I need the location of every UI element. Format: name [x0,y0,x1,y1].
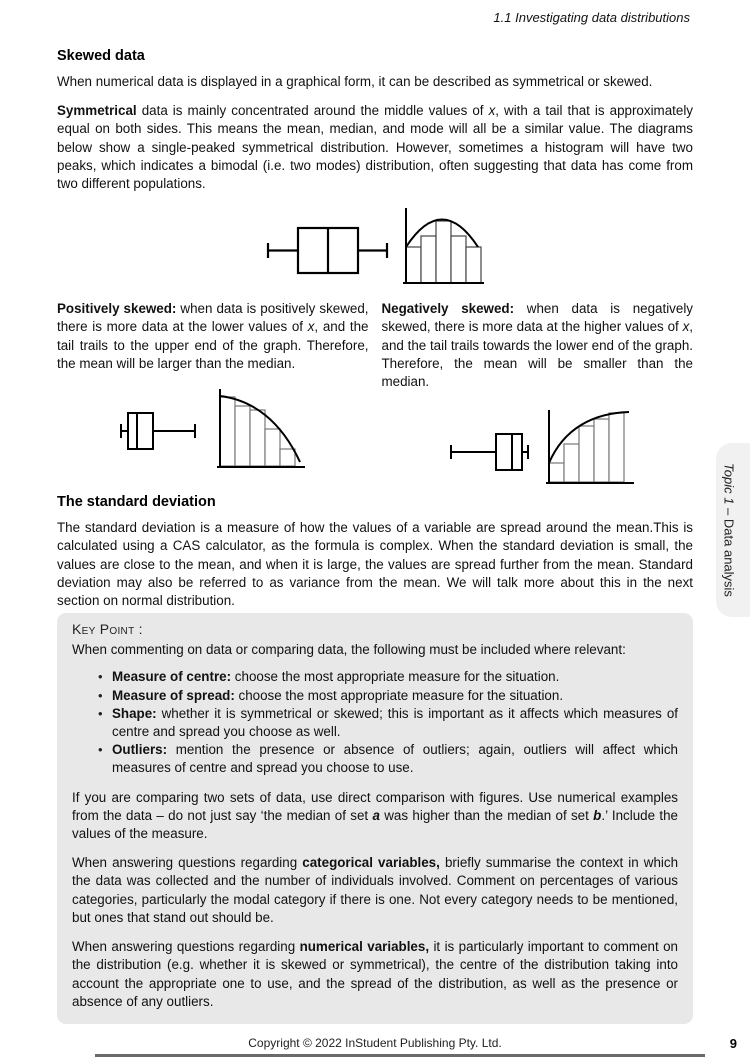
bullet-text: choose the most appropriate measure for the situation. [234,687,564,703]
symmetric-boxplot-figure [265,221,390,279]
set-b-label: b [593,807,602,823]
key-point-bullet-list [98,668,678,777]
topic-side-tab [716,443,750,617]
topic-side-tab-label [722,463,737,597]
key-point-categorical-paragraph [72,854,678,927]
skew-description-columns [57,300,693,391]
variable-x: x [682,319,690,335]
symmetric-figures-row [57,204,693,286]
paragraph-symmetrical [57,102,693,193]
compare-text-3: .’ Include the values of the measure. [72,807,678,842]
heading-skewed-data: Skewed data [57,48,145,64]
compare-text-2: was higher than the median of set [379,807,594,823]
positively-skewed-lead: Positively skewed: [57,301,177,317]
variable-x: x [307,319,315,335]
skewed-figures-row [57,387,693,484]
bullet-text: whether it is symmetrical or skewed; this is important as it affects which measures of centre and spread you choose as well. [112,705,678,740]
positively-skewed-figures [119,387,307,471]
running-header: 1.1 Investigating data distributions [493,10,690,25]
page-bottom-rule [95,1054,705,1057]
topic-number: Topic 1 [721,463,737,505]
categorical-text-2: briefly summarise the context in which the data was collected and the number of individuals involved. Comment on percentages of various categories, particularly the modal category if there is one. Not every category needs to be mentioned, but ones that stand out should be. [72,855,679,925]
page-content [57,48,693,1024]
negative-text-2: , and the tail trails towards the lower end of the graph. Therefore, the mean will be smaller than the median. [381,319,693,390]
paragraph-positively-skewed [57,300,369,373]
key-point-box [57,613,693,1024]
bullet-lead: Outliers: [112,742,168,758]
key-point-intro: When commenting on data or comparing data, the following must be included where relevant: [72,642,626,658]
paragraph-standard-deviation: The standard deviation is a measure of how the values of a variable are spread around the mean.This is calculated using a CAS calculator, as the formula is complex. When the standard deviation is small, the values are close to the mean, and when it is large, the values are spread further from the mean. Standard deviation may also be referred to as variance from the mean. We will talk more about this in the next section on normal distribution. [57,520,693,609]
bullet-outliers [98,741,678,777]
bullet-measure-of-spread [98,687,678,705]
positively-skewed-column [57,300,369,391]
negatively-skewed-lead: Negatively skewed: [381,301,515,317]
numerical-text-2: it is particularly important to comment on the distribution (e.g. whether it is skewed or symmetrical), the centre of the distribution taking into account the appropriate one to use, and the spread of the distribution, as well as the presence or absence of any outliers. [72,939,678,1009]
bullet-text: mention the presence or absence of outliers; again, outliers will affect which measures of centre and spread you choose to use. [112,742,678,776]
bullet-shape [98,705,678,741]
paragraph-intro: When numerical data is displayed in a graphical form, it can be described as symmetrical or skewed. [57,74,653,89]
categorical-variables-lead: categorical variables, [302,855,440,871]
negatively-skewed-boxplot-figure [449,432,531,472]
positively-skewed-histogram-figure [215,387,307,471]
footer-copyright: Copyright © 2022 InStudent Publishing Pty. Ltd. [248,1036,502,1050]
numerical-variables-lead: numerical variables, [299,939,430,955]
negatively-skewed-column [382,300,694,391]
symmetrical-text-1: data is mainly concentrated around the middle values of [136,103,489,119]
topic-title: – Data analysis [721,504,737,597]
negative-text-1: when data is negatively skewed, there is more data at the higher values of [381,301,693,335]
paragraph-negatively-skewed [382,300,694,391]
positively-skewed-boxplot-figure [119,411,197,451]
set-a-label: a [372,807,380,823]
key-point-numerical-paragraph [72,938,678,1011]
compare-text-1: If you are comparing two sets of data, use direct comparison with figures. Use numerical examples from the data – do not just say ‘the median of set [72,789,678,823]
symmetrical-text-2: , with a tail that is approximately equal on both sides. This means the mean, median, and mode will all be a similar value. The diagrams below show a single-peaked symmetrical distribution. However, sometimes a histogram will have two peaks, which indicates a bimodal (i.e. two modes) distribution, often suggesting that data has come from two different populations. [57,103,693,192]
variable-x: x [488,103,496,119]
negatively-skewed-histogram-figure [544,408,636,488]
bullet-lead: Measure of centre: [112,669,232,685]
bullet-lead: Shape: [112,705,157,721]
heading-standard-deviation: The standard deviation [57,494,216,511]
bullet-measure-of-centre [98,668,678,686]
bullet-text: choose the most appropriate measure for the situation. [231,669,560,685]
symmetric-histogram-figure [401,206,485,286]
bullet-lead: Measure of spread: [112,687,235,703]
key-point-compare-paragraph [72,789,678,844]
page-number: 9 [729,1036,737,1051]
numerical-text-1: When answering questions regarding [72,939,300,955]
positive-text-2: , and the tail trails to the upper end of the graph. Therefore, the mean will be larger than the median. [57,319,369,371]
categorical-text-1: When answering questions regarding [72,855,303,871]
negatively-skewed-figures [449,408,636,488]
key-point-label: Key Point : [72,621,143,638]
positive-text-1: when data is positively skewed, there is more data at the lower values of [57,301,369,335]
symmetrical-lead: Symmetrical [57,103,137,119]
